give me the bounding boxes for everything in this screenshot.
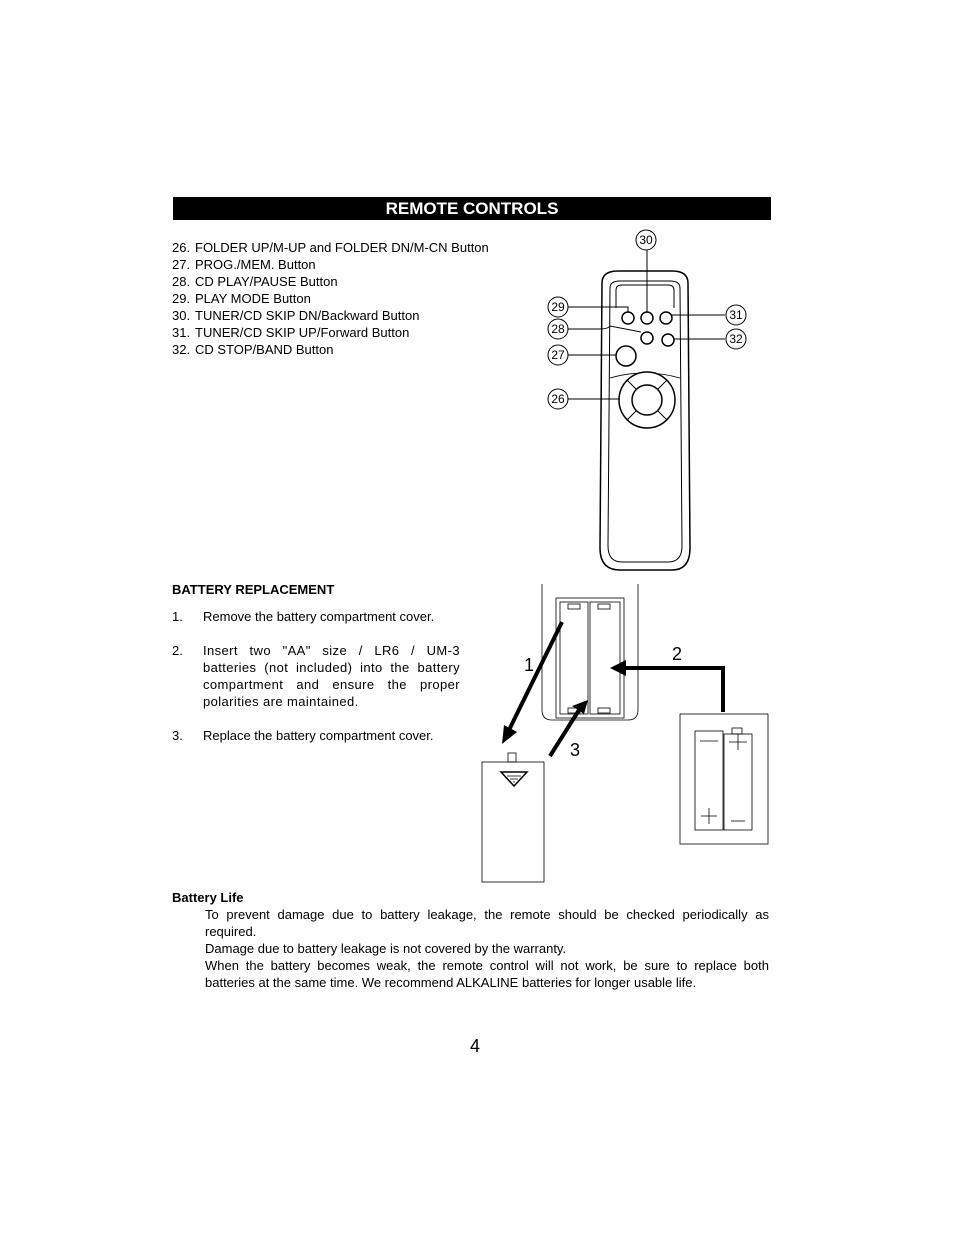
play-pause-button-shape xyxy=(641,332,653,344)
list-item xyxy=(172,642,460,710)
step-number: 3. xyxy=(172,728,183,743)
skip-dn-button-shape xyxy=(641,312,653,324)
paragraph: Damage due to battery leakage is not covered by the warranty. xyxy=(205,941,567,956)
item-text: FOLDER UP/M-UP and FOLDER DN/M-CN Button xyxy=(195,240,489,255)
item-number: 29. xyxy=(172,291,191,306)
battery-compartment xyxy=(542,584,638,720)
arrows xyxy=(502,622,723,756)
item-number: 31. xyxy=(172,325,191,340)
callout-32: 32 xyxy=(729,332,743,346)
item-text: TUNER/CD SKIP UP/Forward Button xyxy=(195,325,410,340)
list-item xyxy=(172,307,502,324)
callout-30: 30 xyxy=(639,233,653,247)
step-labels xyxy=(524,644,682,760)
item-number: 27. xyxy=(172,257,191,272)
list-item xyxy=(172,324,502,341)
list-item xyxy=(172,290,502,307)
play-mode-button-shape xyxy=(622,312,634,324)
callout-27: 27 xyxy=(551,348,565,362)
paragraph: When the battery becomes weak, the remote control will not work, be sure to replace both batteries at the same time. We recommend ALKALINE batteries for longer usable life. xyxy=(205,958,769,990)
battery-cover xyxy=(482,753,544,882)
callout-28: 28 xyxy=(551,322,565,336)
step-text: Insert two "AA" size / LR6 / UM-3 batteries (not included) into the battery compartment and ensure the proper polarities are maintained. xyxy=(203,643,460,709)
step-text: Replace the battery compartment cover. xyxy=(203,728,434,743)
list-item xyxy=(172,273,502,290)
item-number: 26. xyxy=(172,240,191,255)
arrow-remove-cover xyxy=(509,622,562,730)
list-item xyxy=(172,341,502,358)
step-text: Remove the battery compartment cover. xyxy=(203,609,435,624)
figure-label-2: 2 xyxy=(672,644,683,664)
list-item xyxy=(172,727,460,744)
item-text: PROG./MEM. Button xyxy=(195,257,316,272)
list-item xyxy=(172,608,460,625)
spare-batteries xyxy=(680,714,768,844)
battery-diagram xyxy=(478,584,774,886)
item-text: TUNER/CD SKIP DN/Backward Button xyxy=(195,308,420,323)
step-number: 1. xyxy=(172,609,183,624)
item-text: CD STOP/BAND Button xyxy=(195,342,334,357)
callout-31: 31 xyxy=(729,308,743,322)
remote-buttons xyxy=(616,312,675,428)
list-item xyxy=(172,239,502,256)
figure-label-3: 3 xyxy=(570,740,581,760)
section-title: REMOTE CONTROLS xyxy=(385,199,559,218)
section-title-banner xyxy=(173,197,771,220)
item-number: 30. xyxy=(172,308,191,323)
arrow-insert-batteries xyxy=(626,668,723,712)
battery-life-heading: Battery Life xyxy=(172,890,244,905)
battery-steps xyxy=(172,608,460,761)
item-text: CD PLAY/PAUSE Button xyxy=(195,274,338,289)
figure-label-1: 1 xyxy=(524,655,535,675)
button-list xyxy=(172,239,502,358)
list-item xyxy=(172,256,502,273)
battery-life-body xyxy=(205,906,769,991)
remote-diagram xyxy=(540,228,760,578)
callout-29: 29 xyxy=(551,300,565,314)
callout-26: 26 xyxy=(551,392,565,406)
item-text: PLAY MODE Button xyxy=(195,291,311,306)
item-number: 32. xyxy=(172,342,191,357)
paragraph: To prevent damage due to battery leakage, the remote should be checked periodically as required. xyxy=(205,907,769,939)
page-number: 4 xyxy=(470,1036,481,1056)
item-number: 28. xyxy=(172,274,191,289)
stop-band-button-shape xyxy=(662,334,674,346)
battery-replacement-heading: BATTERY REPLACEMENT xyxy=(172,582,335,597)
skip-up-button-shape xyxy=(660,312,672,324)
step-number: 2. xyxy=(172,643,183,658)
folder-dpad-inner-shape xyxy=(632,385,662,415)
prog-mem-button-shape xyxy=(616,346,636,366)
